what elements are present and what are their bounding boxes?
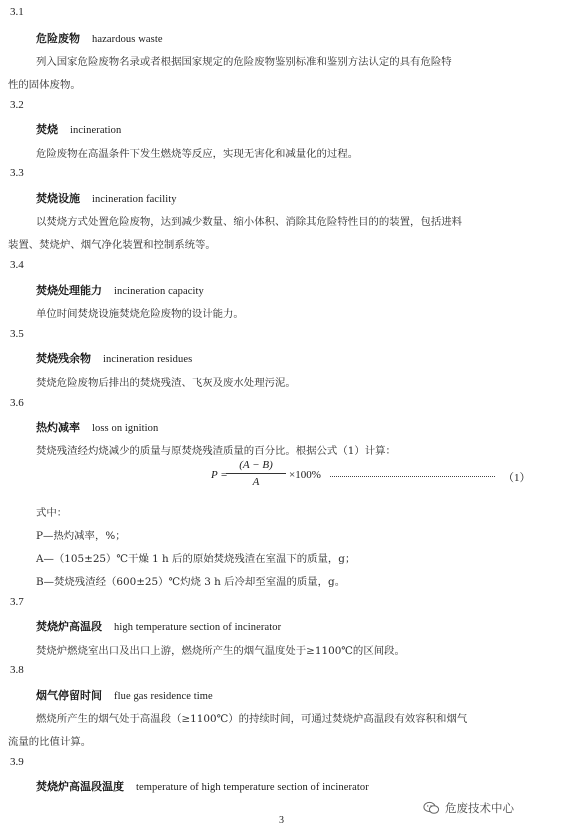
section-number: 3.5 bbox=[10, 328, 24, 340]
section-number: 3.8 bbox=[10, 664, 24, 676]
equation-number: （1） bbox=[503, 472, 531, 484]
formula-fraction bbox=[226, 459, 286, 488]
definition-line: 装置、焚烧炉、烟气净化装置和控制系统等。 bbox=[8, 239, 216, 251]
watermark bbox=[423, 800, 514, 816]
term-en: incineration capacity bbox=[114, 286, 204, 297]
term-zh: 焚烧炉高温段 bbox=[36, 620, 102, 633]
term-heading bbox=[36, 282, 204, 298]
variable-definition-b: B—焚烧残渣经（600±25）℃灼烧 3 h 后冷却至室温的质量，g。 bbox=[36, 576, 346, 588]
term-heading bbox=[36, 190, 177, 206]
term-en: temperature of high temperature section of incinerator bbox=[136, 782, 369, 793]
variable-definition-p: P—热灼减率，%； bbox=[36, 530, 126, 542]
formula-lhs: P = bbox=[211, 469, 228, 481]
term-heading bbox=[36, 30, 163, 46]
variable-definition-a: A—（105±25）℃干燥 1 h 后的原始焚烧残渣在室温下的质量，g； bbox=[36, 553, 356, 565]
section-number: 3.2 bbox=[10, 99, 24, 111]
term-heading bbox=[36, 618, 281, 634]
term-heading bbox=[36, 350, 192, 366]
definition-line: 以焚烧方式处置危险废物，达到减少数量、缩小体积、消除其危险特性目的的装置，包括进料 bbox=[36, 216, 463, 228]
term-heading bbox=[36, 121, 121, 137]
page-number: 3 bbox=[279, 815, 284, 826]
term-en: hazardous waste bbox=[92, 34, 163, 45]
term-heading bbox=[36, 778, 369, 794]
section-number: 3.3 bbox=[10, 167, 24, 179]
section-number: 3.6 bbox=[10, 397, 24, 409]
term-en: high temperature section of incinerator bbox=[114, 622, 282, 633]
term-zh: 焚烧残余物 bbox=[36, 352, 91, 365]
formula-denominator: A bbox=[252, 476, 260, 488]
term-zh: 焚烧设施 bbox=[36, 192, 80, 205]
definition-line: 焚烧残渣经灼烧减少的质量与原焚烧残渣质量的百分比。根据公式（1）计算： bbox=[36, 445, 396, 457]
definition-line: 性的固体废物。 bbox=[8, 79, 81, 91]
formula-factor: ×100% bbox=[289, 469, 321, 481]
term-zh: 焚烧处理能力 bbox=[36, 284, 102, 297]
definition-line: 列入国家危险废物名录或者根据国家规定的危险废物鉴别标准和鉴别方法认定的具有危险特 bbox=[36, 56, 452, 68]
dot-leader bbox=[330, 476, 495, 477]
term-en: loss on ignition bbox=[92, 423, 159, 434]
section-number: 3.1 bbox=[10, 6, 24, 18]
loss-on-ignition-formula bbox=[205, 457, 535, 497]
section-number: 3.4 bbox=[10, 259, 24, 271]
term-heading bbox=[36, 687, 213, 703]
wechat-icon bbox=[423, 801, 440, 815]
term-zh: 热灼减率 bbox=[36, 421, 80, 434]
term-heading bbox=[36, 419, 158, 435]
term-zh: 危险废物 bbox=[36, 32, 80, 45]
term-en: incineration bbox=[70, 125, 122, 136]
formula-numerator: (A − B) bbox=[239, 459, 273, 471]
definition-line: 焚烧危险废物后排出的焚烧残渣、飞灰及废水处理污泥。 bbox=[36, 377, 296, 389]
term-en: flue gas residence time bbox=[114, 691, 213, 702]
term-zh: 烟气停留时间 bbox=[36, 689, 102, 702]
section-number: 3.7 bbox=[10, 596, 24, 608]
definition-line: 燃烧所产生的烟气处于高温段（≥1100℃）的持续时间，可通过焚烧炉高温段有效容积和烟气 bbox=[36, 713, 468, 725]
term-zh: 焚烧炉高温段温度 bbox=[36, 780, 124, 793]
section-number: 3.9 bbox=[10, 756, 24, 768]
watermark-text: 危废技术中心 bbox=[445, 801, 514, 815]
where-label: 式中： bbox=[36, 507, 68, 519]
definition-line: 焚烧炉燃烧室出口及出口上游，燃烧所产生的烟气温度处于≥1100℃的区间段。 bbox=[36, 645, 405, 657]
definition-line: 危险废物在高温条件下发生燃烧等反应，实现无害化和减量化的过程。 bbox=[36, 148, 359, 160]
definition-line: 流量的比值计算。 bbox=[8, 736, 92, 748]
term-zh: 焚烧 bbox=[36, 123, 58, 136]
term-en: incineration facility bbox=[92, 194, 177, 205]
definition-line: 单位时间焚烧设施焚烧危险废物的设计能力。 bbox=[36, 308, 244, 320]
fraction-bar bbox=[226, 473, 286, 474]
term-en: incineration residues bbox=[103, 354, 193, 365]
